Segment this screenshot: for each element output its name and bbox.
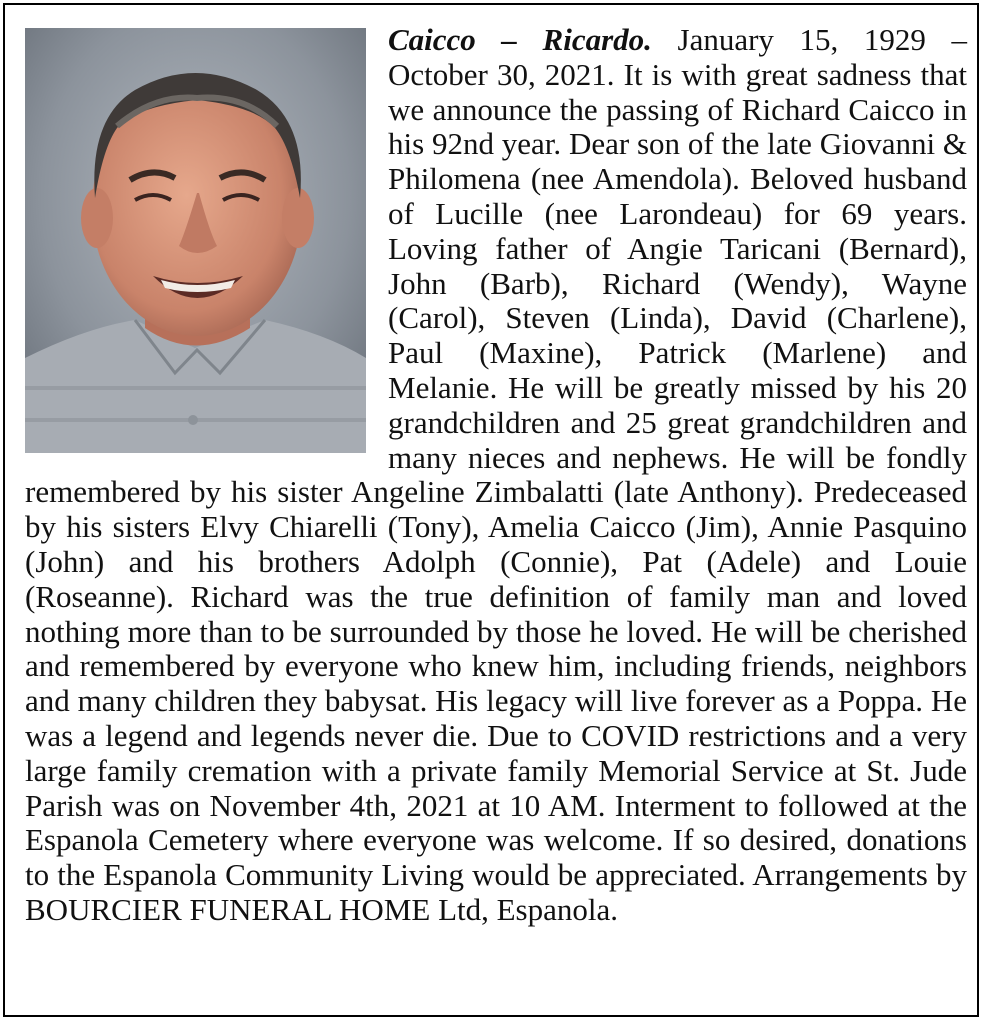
- obituary-frame: [3, 3, 979, 1017]
- obituary-body: January 15, 1929 – October 30, 2021. It is with great sadness that we announce the passing of Richard Caicco in his 92nd year. Dear son of the late Giovanni & Philomena (nee Amendola). Beloved husband of Lucille (nee Larondeau) for 69 years. Loving father of Angie Taricani (Bernard), John (Barb), Richard (Wendy), Wayne (Carol), Steven (Linda), David (Charlene), Paul (Maxine), Patrick (Marlene) and Melanie. He will be greatly missed by his 20 grandchildren and 25 great grandchildren and many nieces and nephews. He will be fondly remembered by his sister Angeline Zimbalatti (late Anthony). Predeceased by his sisters Elvy Chiarelli (Tony), Amelia Caicco (Jim), Annie Pasquino (John) and his brothers Adolph (Connie), Pat (Adele) and Louie (Roseanne). Richard was the true definition of family man and loved nothing more than to be surrounded by those he loved. He will be cherished and remembered by everyone who knew him, including friends, neighbors and many children they babysat. His legacy will live forever as a Poppa. He was a legend and legends never die. Due to COVID restrictions and a very large family cremation with a private family Memorial Service at St. Jude Parish was on November 4th, 2021 at 10 AM. Interment to followed at the Espanola Cemetery where everyone was welcome. If so desired, donations to the Espanola Community Living would be appreciated. Arrangements by BOURCIER FUNERAL HOME Ltd, Espanola.: [25, 22, 968, 927]
- portrait-photo: [25, 28, 366, 453]
- portrait-illustration: [25, 28, 366, 453]
- deceased-name: Caicco – Ricardo.: [388, 22, 652, 57]
- obituary-text: [25, 23, 967, 928]
